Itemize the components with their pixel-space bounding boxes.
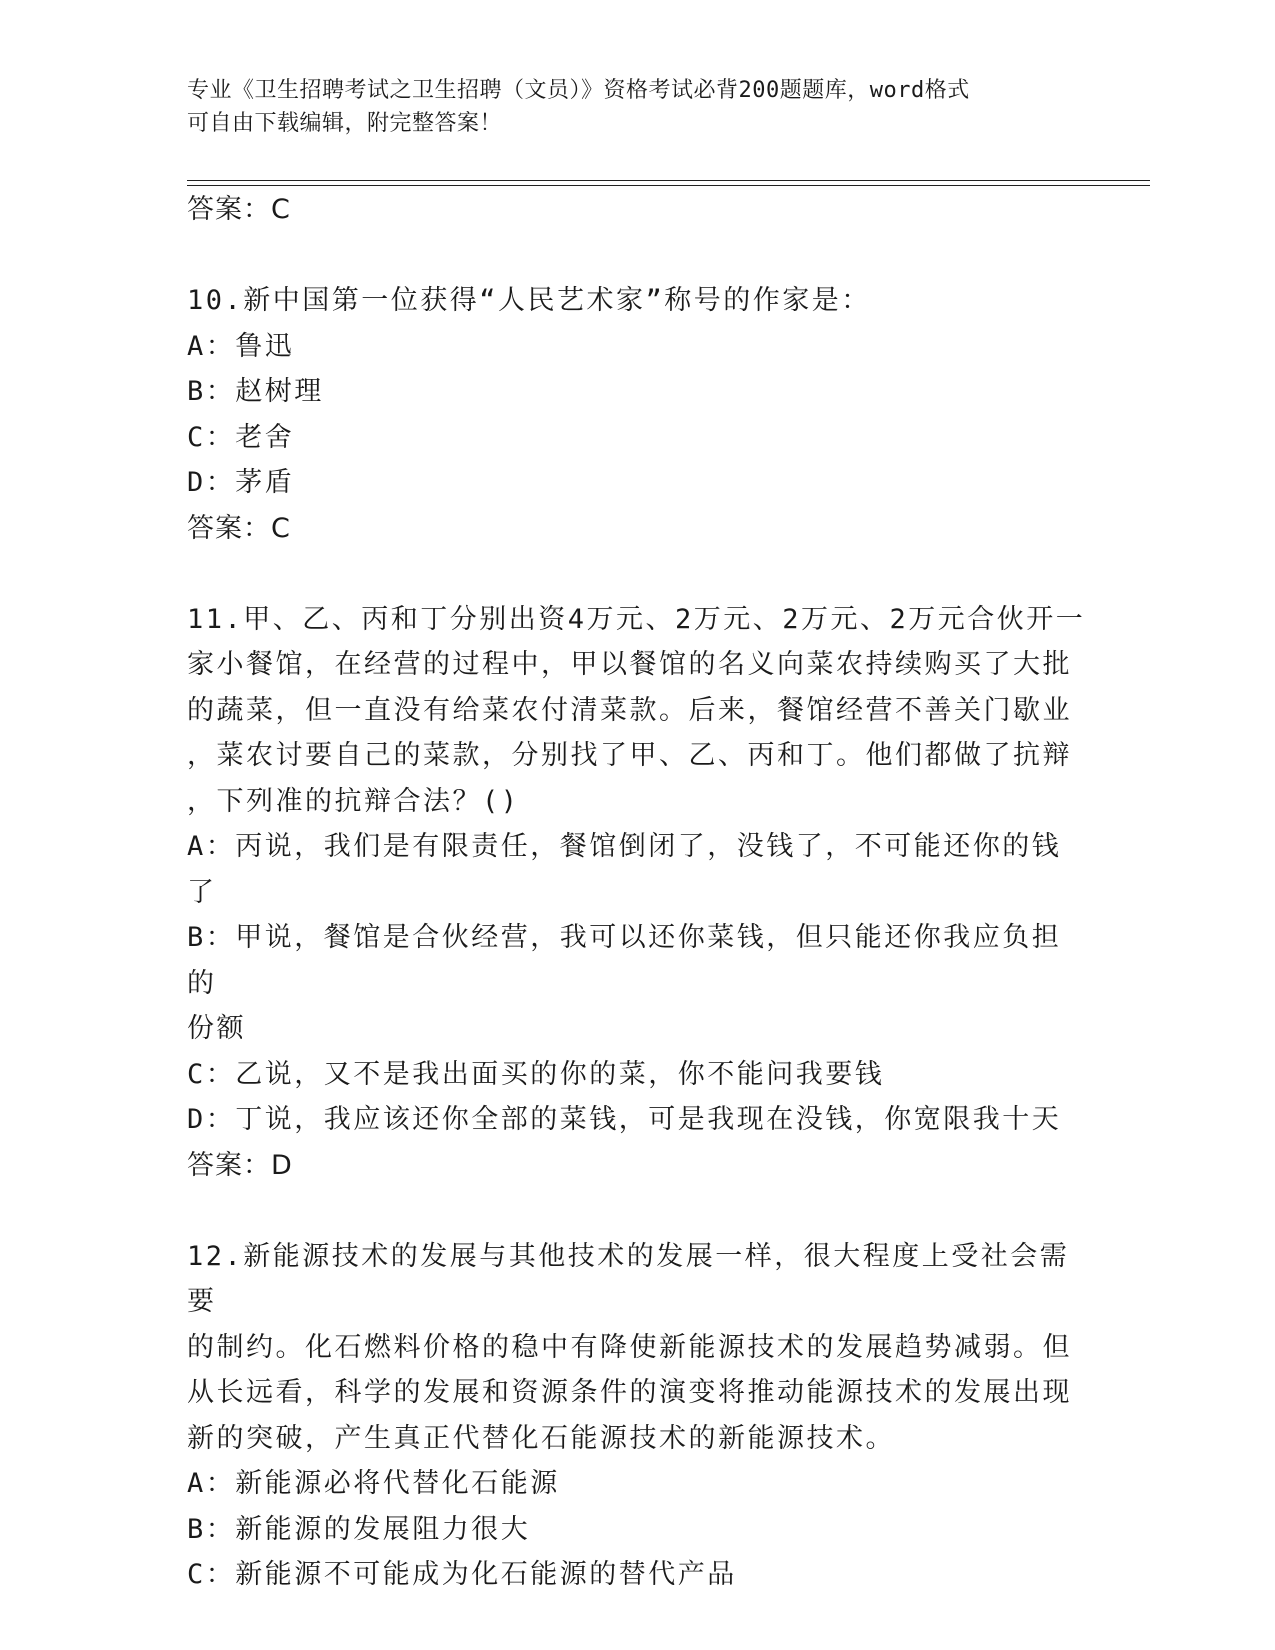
questions-container bbox=[187, 233, 1087, 1598]
option-line: A：鲁迅 bbox=[187, 330, 295, 362]
option-line: C：新能源不可能成为化石能源的替代产品 bbox=[187, 1559, 737, 1590]
answer-line: 答案：D bbox=[187, 1149, 293, 1181]
question-list bbox=[187, 187, 1087, 1598]
question-spacer bbox=[187, 552, 1087, 597]
question-block bbox=[187, 597, 1087, 1189]
header-divider-top bbox=[187, 180, 1150, 181]
option-line: D：丁说，我应该还你全部的菜钱，可是我现在没钱，你宽限我十天 bbox=[187, 1104, 1062, 1135]
question-stem-line: ，菜农讨要自己的菜款，分别找了甲、乙、丙和丁。他们都做了抗辩 bbox=[187, 740, 1072, 771]
header-line-1: 专业《卫生招聘考试之卫生招聘（文员）》资格考试必背200题题库，word格式 bbox=[187, 78, 970, 103]
question-stem-line: 新的突破，产生真正代替化石能源技术的新能源技术。 bbox=[187, 1422, 895, 1454]
option-line: C：老舍 bbox=[187, 421, 295, 453]
option-line: A：新能源必将代替化石能源 bbox=[187, 1468, 560, 1499]
previous-answer: 答案：C bbox=[187, 194, 291, 225]
option-line: A：丙说，我们是有限责任，餐馆倒闭了，没钱了，不可能还你的钱了 bbox=[187, 831, 1062, 908]
option-line: B：新能源的发展阻力很大 bbox=[187, 1513, 531, 1545]
option-line: B：赵树理 bbox=[187, 376, 324, 407]
option-line: 份额 bbox=[187, 1013, 246, 1044]
question-stem-line: 的制约。化石燃料价格的稳中有降使新能源技术的发展趋势减弱。但 bbox=[187, 1331, 1072, 1363]
option-line: B：甲说，餐馆是合伙经营，我可以还你菜钱，但只能还你我应负担的 bbox=[187, 922, 1062, 999]
page-header bbox=[187, 74, 1067, 140]
question-stem-line: ，下列准的抗辩合法？() bbox=[187, 785, 520, 817]
option-line: D：茅盾 bbox=[187, 467, 295, 498]
header-line-2: 可自由下载编辑，附完整答案！ bbox=[187, 111, 503, 136]
question-block bbox=[187, 278, 1087, 552]
question-stem-line: 10.新中国第一位获得“人民艺术家”称号的作家是： bbox=[187, 285, 871, 316]
question-stem-line: 从长远看，科学的发展和资源条件的演变将推动能源技术的发展出现 bbox=[187, 1377, 1072, 1408]
answer-line: 答案：C bbox=[187, 512, 291, 544]
question-block bbox=[187, 1234, 1087, 1598]
question-spacer bbox=[187, 233, 1087, 278]
question-stem-line: 家小餐馆，在经营的过程中，甲以餐馆的名义向菜农持续购买了大批 bbox=[187, 649, 1072, 680]
question-stem-line: 的蔬菜，但一直没有给菜农付清菜款。后来，餐馆经营不善关门歇业 bbox=[187, 694, 1072, 726]
question-stem-line: 12.新能源技术的发展与其他技术的发展一样，很大程度上受社会需要 bbox=[187, 1240, 1070, 1317]
question-spacer bbox=[187, 1189, 1087, 1234]
header-divider-bottom bbox=[187, 185, 1150, 186]
option-line: C：乙说，又不是我出面买的你的菜，你不能问我要钱 bbox=[187, 1058, 885, 1090]
question-stem-line: 11.甲、乙、丙和丁分别出资4万元、2万元、2万元、2万元合伙开一 bbox=[187, 603, 1086, 635]
